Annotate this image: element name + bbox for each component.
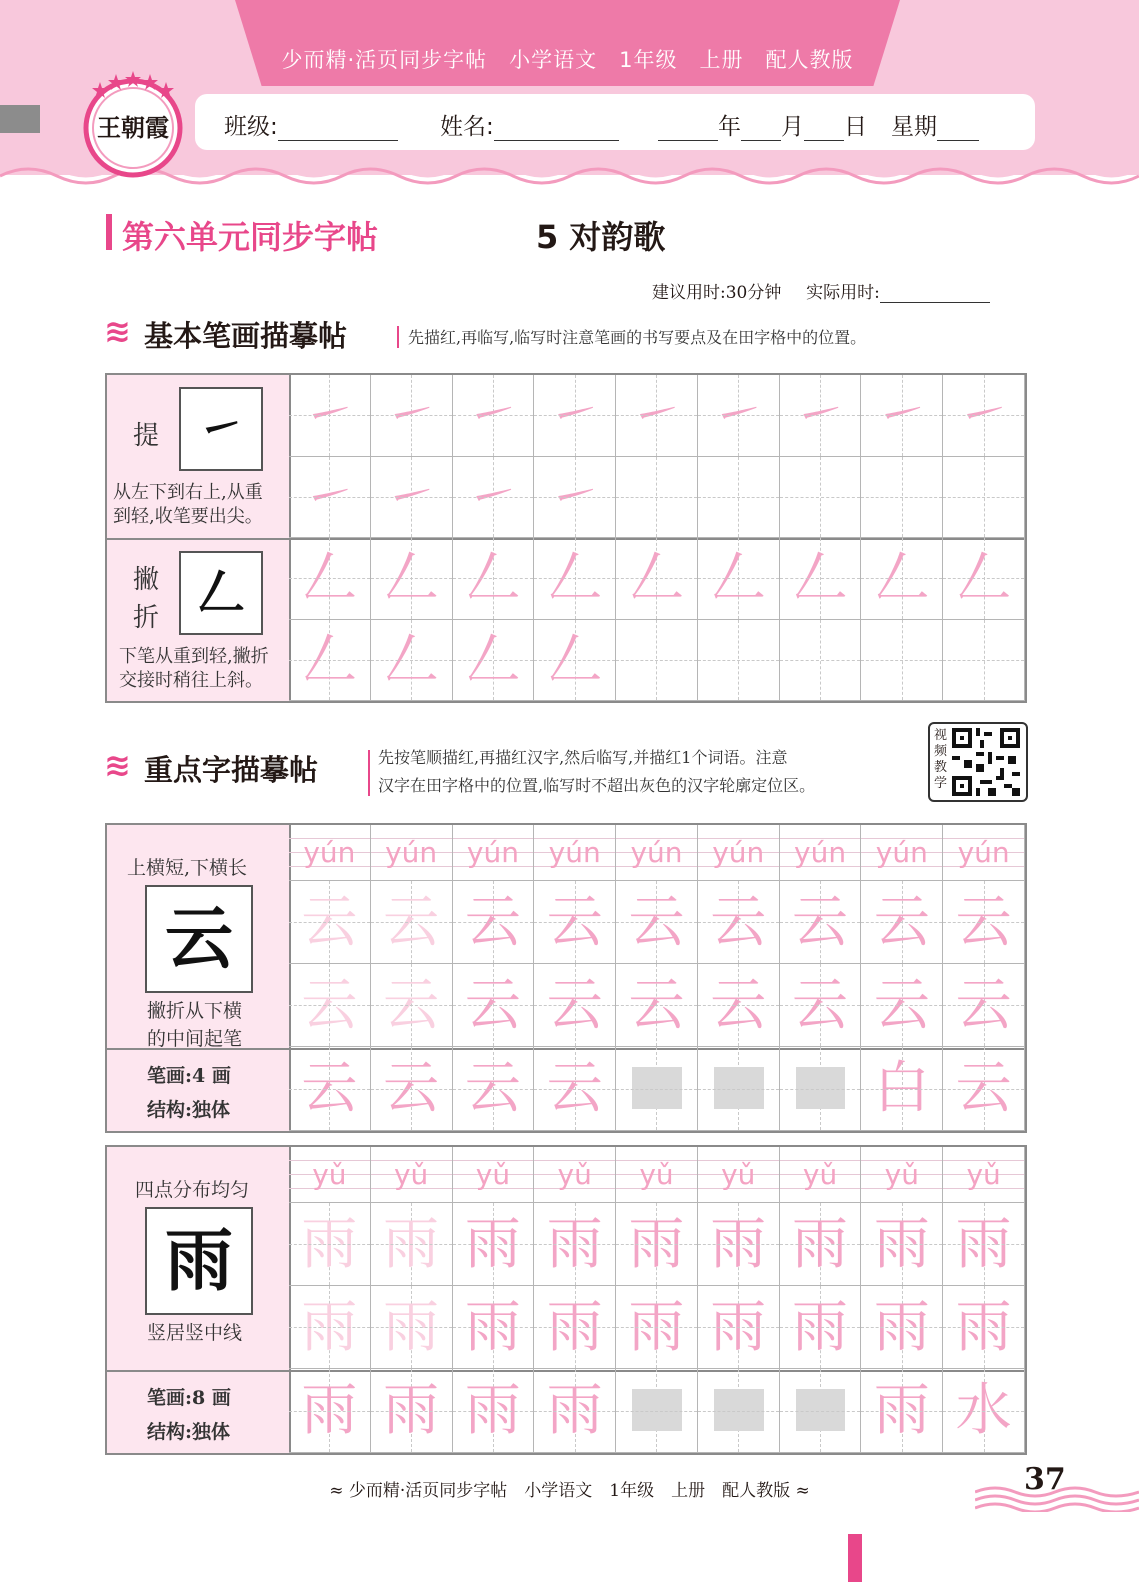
char-info <box>147 1059 231 1127</box>
practice-cell[interactable] <box>371 1286 453 1369</box>
practice-cell[interactable] <box>371 457 453 539</box>
word-cell[interactable] <box>698 1369 780 1453</box>
char-trace: 云 <box>873 890 930 955</box>
unit-title-bar <box>106 214 112 250</box>
stroke-trace: 𠃋 <box>301 546 358 611</box>
structure: 结构:独体 <box>147 1099 231 1121</box>
practice-cell[interactable] <box>698 1203 780 1286</box>
char-trace: 云 <box>792 973 849 1038</box>
practice-cell[interactable] <box>289 881 371 964</box>
char-outline-placeholder[interactable] <box>796 1067 846 1109</box>
week-label: 星期 <box>891 114 937 140</box>
practice-cell[interactable] <box>698 375 780 457</box>
pinyin-trace: yǔ <box>698 1147 780 1203</box>
pinyin-trace: yǔ <box>534 1147 616 1203</box>
name-blank[interactable] <box>494 116 619 141</box>
practice-cell[interactable] <box>616 375 698 457</box>
char-outline-placeholder[interactable] <box>714 1389 764 1431</box>
practice-cell[interactable] <box>453 457 535 539</box>
practice-cell[interactable] <box>534 375 616 457</box>
stroke-trace: ㇀ <box>546 383 603 448</box>
char-trace: 雨 <box>873 1295 930 1360</box>
practice-cell[interactable] <box>780 1286 862 1369</box>
stroke-trace: ㇀ <box>792 383 849 448</box>
practice-cell[interactable] <box>780 457 862 539</box>
practice-cell[interactable] <box>453 1203 535 1286</box>
char-trace: 云 <box>383 973 440 1038</box>
practice-cell[interactable] <box>943 964 1025 1047</box>
year-label: 年 <box>718 114 741 140</box>
stroke-count: 笔画:8 画 <box>147 1387 231 1409</box>
char-trace: 雨 <box>873 1212 930 1277</box>
practice-cell[interactable] <box>453 881 535 964</box>
stroke-trace: 𠃋 <box>383 546 440 611</box>
stroke-trace: ㇀ <box>383 464 440 530</box>
char-trace: 雨 <box>383 1212 440 1277</box>
time-row <box>652 278 990 303</box>
practice-cell[interactable] <box>616 881 698 964</box>
practice-cell[interactable] <box>453 1286 535 1369</box>
pinyin-trace: yǔ <box>616 1147 698 1203</box>
stroke-trace: 𠃋 <box>546 546 603 611</box>
month-blank[interactable] <box>741 116 781 141</box>
date-field[interactable] <box>658 108 979 141</box>
word-cell[interactable] <box>780 1047 862 1131</box>
stroke-trace: ㇀ <box>464 464 521 530</box>
word-cell[interactable] <box>289 1047 371 1131</box>
footer-series: ≈ 少而精·活页同步字帖 小学语文 1年级 上册 配人教版 ≈ <box>329 1481 810 1501</box>
char-outline-placeholder[interactable] <box>796 1389 846 1431</box>
practice-cell[interactable] <box>780 538 862 620</box>
wave-icon: ≋ <box>104 312 131 350</box>
practice-cell[interactable] <box>616 457 698 539</box>
stroke-trace: 𠃋 <box>546 627 603 693</box>
practice-cell[interactable] <box>861 538 943 620</box>
video-qr-block[interactable] <box>928 722 1028 802</box>
char-trace: 雨 <box>546 1295 603 1360</box>
char-tip-top: 上横短,下横长 <box>127 857 248 879</box>
stroke-sample-ti: ㇀ <box>179 387 263 471</box>
note-divider <box>368 750 370 796</box>
stroke-trace: ㇀ <box>546 464 603 530</box>
practice-cell[interactable] <box>943 375 1025 457</box>
pinyin-trace: yún <box>943 825 1025 881</box>
stroke-trace: ㇀ <box>464 383 521 448</box>
week-blank[interactable] <box>937 116 979 141</box>
practice-cell[interactable] <box>289 538 371 620</box>
stroke-trace: 𠃋 <box>301 627 358 693</box>
char-trace: 云 <box>301 973 358 1038</box>
word-cell[interactable] <box>534 1369 616 1453</box>
stroke-count: 笔画:4 画 <box>147 1065 231 1087</box>
qr-label: 视频教学 <box>934 728 948 791</box>
practice-cell[interactable] <box>861 1286 943 1369</box>
word-cell[interactable] <box>698 1047 780 1131</box>
practice-cell[interactable] <box>453 964 535 1047</box>
stroke-trace: ㇀ <box>301 464 358 530</box>
practice-cell[interactable] <box>861 964 943 1047</box>
practice-cell[interactable] <box>943 1203 1025 1286</box>
practice-cell[interactable] <box>698 620 780 702</box>
practice-cell[interactable] <box>371 1203 453 1286</box>
practice-cell[interactable] <box>453 375 535 457</box>
practice-cell[interactable] <box>534 538 616 620</box>
char-practice-grid[interactable] <box>289 825 1025 1131</box>
word-trace: 云 <box>955 1056 1012 1121</box>
sample-char: 云 <box>164 899 233 979</box>
word-cell[interactable] <box>861 1047 943 1131</box>
char-trace: 雨 <box>546 1212 603 1277</box>
practice-cell[interactable] <box>289 375 371 457</box>
char-trace: 雨 <box>464 1295 521 1360</box>
pinyin-trace: yún <box>289 825 371 881</box>
word-cell[interactable] <box>289 1369 371 1453</box>
char-trace: 雨 <box>464 1212 521 1277</box>
qr-code-icon <box>952 728 1020 796</box>
pinyin-trace: yǔ <box>453 1147 535 1203</box>
word-cell[interactable] <box>371 1047 453 1131</box>
practice-cell[interactable] <box>371 964 453 1047</box>
char-trace: 云 <box>383 890 440 955</box>
char-table-yun <box>105 823 1027 1133</box>
char-trace: 云 <box>546 1056 603 1121</box>
pinyin-trace: yún <box>453 825 535 881</box>
word-cell[interactable] <box>861 1369 943 1453</box>
practice-cell[interactable] <box>616 1203 698 1286</box>
practice-cell[interactable] <box>534 964 616 1047</box>
stroke-trace: ㇀ <box>873 383 930 448</box>
stroke-trace: 𠃋 <box>873 546 930 611</box>
unit-title: 第六单元同步字帖 <box>122 218 379 256</box>
sample-char-box <box>145 885 253 993</box>
basic-instructions: 先描红,再临写,临写时注意笔画的书写要点及在田字格中的位置。 <box>408 328 867 347</box>
month-label: 月 <box>781 114 804 140</box>
time-suggested: 建议用时:30分钟 <box>652 283 782 303</box>
practice-cell[interactable] <box>861 457 943 539</box>
char-trace: 雨 <box>955 1212 1012 1277</box>
word-cell[interactable] <box>943 1047 1025 1131</box>
name-label: 姓名: <box>440 114 494 140</box>
practice-cell[interactable] <box>534 457 616 539</box>
word-cell[interactable] <box>453 1369 535 1453</box>
practice-cell[interactable] <box>943 620 1025 702</box>
char-trace: 云 <box>792 890 849 955</box>
practice-cell[interactable] <box>289 1203 371 1286</box>
pinyin-trace: yǔ <box>780 1147 862 1203</box>
char-trace: 雨 <box>301 1378 358 1443</box>
svg-text:王朝霞: 王朝霞 <box>97 113 169 142</box>
practice-cell[interactable] <box>371 375 453 457</box>
practice-cell[interactable] <box>861 620 943 702</box>
practice-cell[interactable] <box>371 538 453 620</box>
practice-cell[interactable] <box>780 881 862 964</box>
page-number: 37 <box>1024 1462 1066 1497</box>
practice-cell[interactable] <box>780 375 862 457</box>
char-trace: 雨 <box>710 1295 767 1360</box>
practice-cell[interactable] <box>534 1286 616 1369</box>
char-trace: 云 <box>628 890 685 955</box>
char-trace: 云 <box>546 890 603 955</box>
practice-cell[interactable] <box>289 620 371 702</box>
stroke-tip-ti: 从左下到右上,从重 到轻,收笔要出尖。 <box>113 482 263 527</box>
practice-cell[interactable] <box>698 964 780 1047</box>
word-cell[interactable] <box>616 1047 698 1131</box>
char-trace: 雨 <box>383 1295 440 1360</box>
sample-char-box <box>145 1207 253 1315</box>
char-trace: 雨 <box>792 1295 849 1360</box>
practice-cell[interactable] <box>861 1203 943 1286</box>
pinyin-trace: yún <box>371 825 453 881</box>
char-trace: 云 <box>546 973 603 1038</box>
pinyin-trace: yún <box>534 825 616 881</box>
char-trace: 云 <box>301 890 358 955</box>
practice-cell[interactable] <box>943 538 1025 620</box>
practice-cell[interactable] <box>453 620 535 702</box>
pinyin-trace: yún <box>616 825 698 881</box>
practice-cell[interactable] <box>780 620 862 702</box>
practice-cell[interactable] <box>943 457 1025 539</box>
stroke-name-piezhe: 撇 折 <box>133 565 160 633</box>
char-trace: 雨 <box>955 1295 1012 1360</box>
char-trace: 雨 <box>464 1378 521 1443</box>
char-table-yu <box>105 1145 1027 1455</box>
char-trace: 云 <box>464 890 521 955</box>
practice-cell[interactable] <box>780 964 862 1047</box>
practice-cell[interactable] <box>698 1286 780 1369</box>
practice-cell[interactable] <box>534 620 616 702</box>
sample-char: 雨 <box>164 1221 233 1301</box>
char-trace: 雨 <box>301 1295 358 1360</box>
practice-cell[interactable] <box>534 881 616 964</box>
char-trace: 云 <box>710 973 767 1038</box>
char-trace: 云 <box>710 890 767 955</box>
char-trace: 雨 <box>628 1295 685 1360</box>
stroke-trace: ㇀ <box>710 383 767 448</box>
stroke-trace: ㇀ <box>955 383 1012 448</box>
char-tip-bottom: 撇折从下横 的中间起笔 <box>147 1000 243 1050</box>
stroke-name-ti: 提 <box>133 421 160 451</box>
stroke-trace: 𠃋 <box>628 546 685 611</box>
char-trace: 雨 <box>792 1212 849 1277</box>
practice-cell[interactable] <box>289 1286 371 1369</box>
practice-cell[interactable] <box>616 964 698 1047</box>
word-cell[interactable] <box>453 1047 535 1131</box>
note-divider <box>397 326 399 348</box>
class-blank[interactable] <box>278 116 398 141</box>
stroke-trace: 𠃋 <box>792 546 849 611</box>
practice-cell[interactable] <box>453 538 535 620</box>
basic-practice-grid[interactable] <box>289 375 1025 701</box>
pinyin-trace: yún <box>780 825 862 881</box>
practice-cell[interactable] <box>616 538 698 620</box>
practice-cell[interactable] <box>371 620 453 702</box>
char-trace: 雨 <box>546 1378 603 1443</box>
stroke-trace: 𠃋 <box>710 546 767 611</box>
pinyin-trace: yún <box>861 825 943 881</box>
char-trace: 云 <box>873 973 930 1038</box>
lesson-title: 5 对韵歌 <box>536 218 666 256</box>
practice-cell[interactable] <box>698 538 780 620</box>
char-tip-bottom: 竖居竖中线 <box>147 1322 243 1344</box>
practice-cell[interactable] <box>371 881 453 964</box>
time-actual-blank[interactable] <box>880 284 990 303</box>
stroke-trace: ㇀ <box>628 383 685 448</box>
practice-cell[interactable] <box>289 457 371 539</box>
char-info <box>147 1381 231 1449</box>
practice-cell[interactable] <box>943 881 1025 964</box>
char-trace: 雨 <box>710 1212 767 1277</box>
day-blank[interactable] <box>804 116 844 141</box>
char-tip-top: 四点分布均匀 <box>135 1179 250 1201</box>
pinyin-trace: yún <box>698 825 780 881</box>
stroke-trace: 𠃋 <box>464 627 521 693</box>
key-instructions: 先按笔顺描红,再描红汉字,然后临写,并描红1个词语。注意 汉字在田字格中的位置,临写时不超出灰色的汉字轮廓定位区。 <box>378 748 816 795</box>
practice-cell[interactable] <box>861 375 943 457</box>
structure: 结构:独体 <box>147 1421 231 1443</box>
word-trace: 水 <box>955 1378 1012 1443</box>
char-trace: 云 <box>955 890 1012 955</box>
day-label: 日 <box>844 114 867 140</box>
word-cell[interactable] <box>534 1047 616 1131</box>
practice-cell[interactable] <box>616 620 698 702</box>
key-section-title: 重点字描摹帖 <box>144 753 319 787</box>
practice-cell[interactable] <box>861 881 943 964</box>
word-trace: 雨 <box>873 1378 930 1443</box>
practice-cell[interactable] <box>780 1203 862 1286</box>
word-cell[interactable] <box>780 1369 862 1453</box>
practice-cell[interactable] <box>698 457 780 539</box>
practice-cell[interactable] <box>698 881 780 964</box>
class-label: 班级: <box>224 114 278 140</box>
pinyin-trace: yǔ <box>943 1147 1025 1203</box>
stroke-trace: ㇀ <box>383 383 440 448</box>
basic-section-title: 基本笔画描摹帖 <box>144 319 348 353</box>
stroke-sample-piezhe: 𠃋 <box>179 551 263 635</box>
class-field[interactable] <box>224 108 398 141</box>
char-trace: 云 <box>464 1056 521 1121</box>
stroke-trace: 𠃋 <box>464 546 521 611</box>
stroke-trace: 𠃋 <box>383 627 440 693</box>
basic-stroke-table <box>105 373 1027 703</box>
practice-cell[interactable] <box>616 1286 698 1369</box>
word-trace: 白 <box>873 1056 930 1121</box>
stroke-trace: ㇀ <box>301 383 358 448</box>
pinyin-trace: yǔ <box>289 1147 371 1203</box>
stroke-tip-piezhe: 下笔从重到轻,撇折 交接时稍往上斜。 <box>119 646 269 691</box>
word-cell[interactable] <box>616 1369 698 1453</box>
char-outline-placeholder[interactable] <box>714 1067 764 1109</box>
practice-cell[interactable] <box>289 964 371 1047</box>
practice-cell[interactable] <box>534 1203 616 1286</box>
year-blank[interactable] <box>658 116 718 141</box>
name-field[interactable] <box>440 108 619 141</box>
char-trace: 雨 <box>383 1378 440 1443</box>
practice-cell[interactable] <box>943 1286 1025 1369</box>
page-edge-marker <box>848 1534 862 1582</box>
char-trace: 云 <box>383 1056 440 1121</box>
char-trace: 云 <box>464 973 521 1038</box>
char-trace: 雨 <box>301 1212 358 1277</box>
char-trace: 云 <box>628 973 685 1038</box>
pinyin-trace: yǔ <box>861 1147 943 1203</box>
word-cell[interactable] <box>943 1369 1025 1453</box>
series-title: 少而精·活页同步字帖 小学语文 1年级 上册 配人教版 <box>281 48 854 72</box>
char-trace: 雨 <box>628 1212 685 1277</box>
char-trace: 云 <box>301 1056 358 1121</box>
char-trace: 云 <box>955 973 1012 1038</box>
stroke-trace: 𠃋 <box>955 546 1012 611</box>
word-cell[interactable] <box>371 1369 453 1453</box>
char-outline-placeholder[interactable] <box>632 1389 682 1431</box>
brand-logo <box>78 68 188 178</box>
char-practice-grid[interactable] <box>289 1147 1025 1453</box>
side-tab-marker <box>0 105 40 133</box>
time-actual-label: 实际用时: <box>806 283 880 303</box>
wave-icon: ≋ <box>104 746 131 784</box>
pinyin-trace: yǔ <box>371 1147 453 1203</box>
char-outline-placeholder[interactable] <box>632 1067 682 1109</box>
